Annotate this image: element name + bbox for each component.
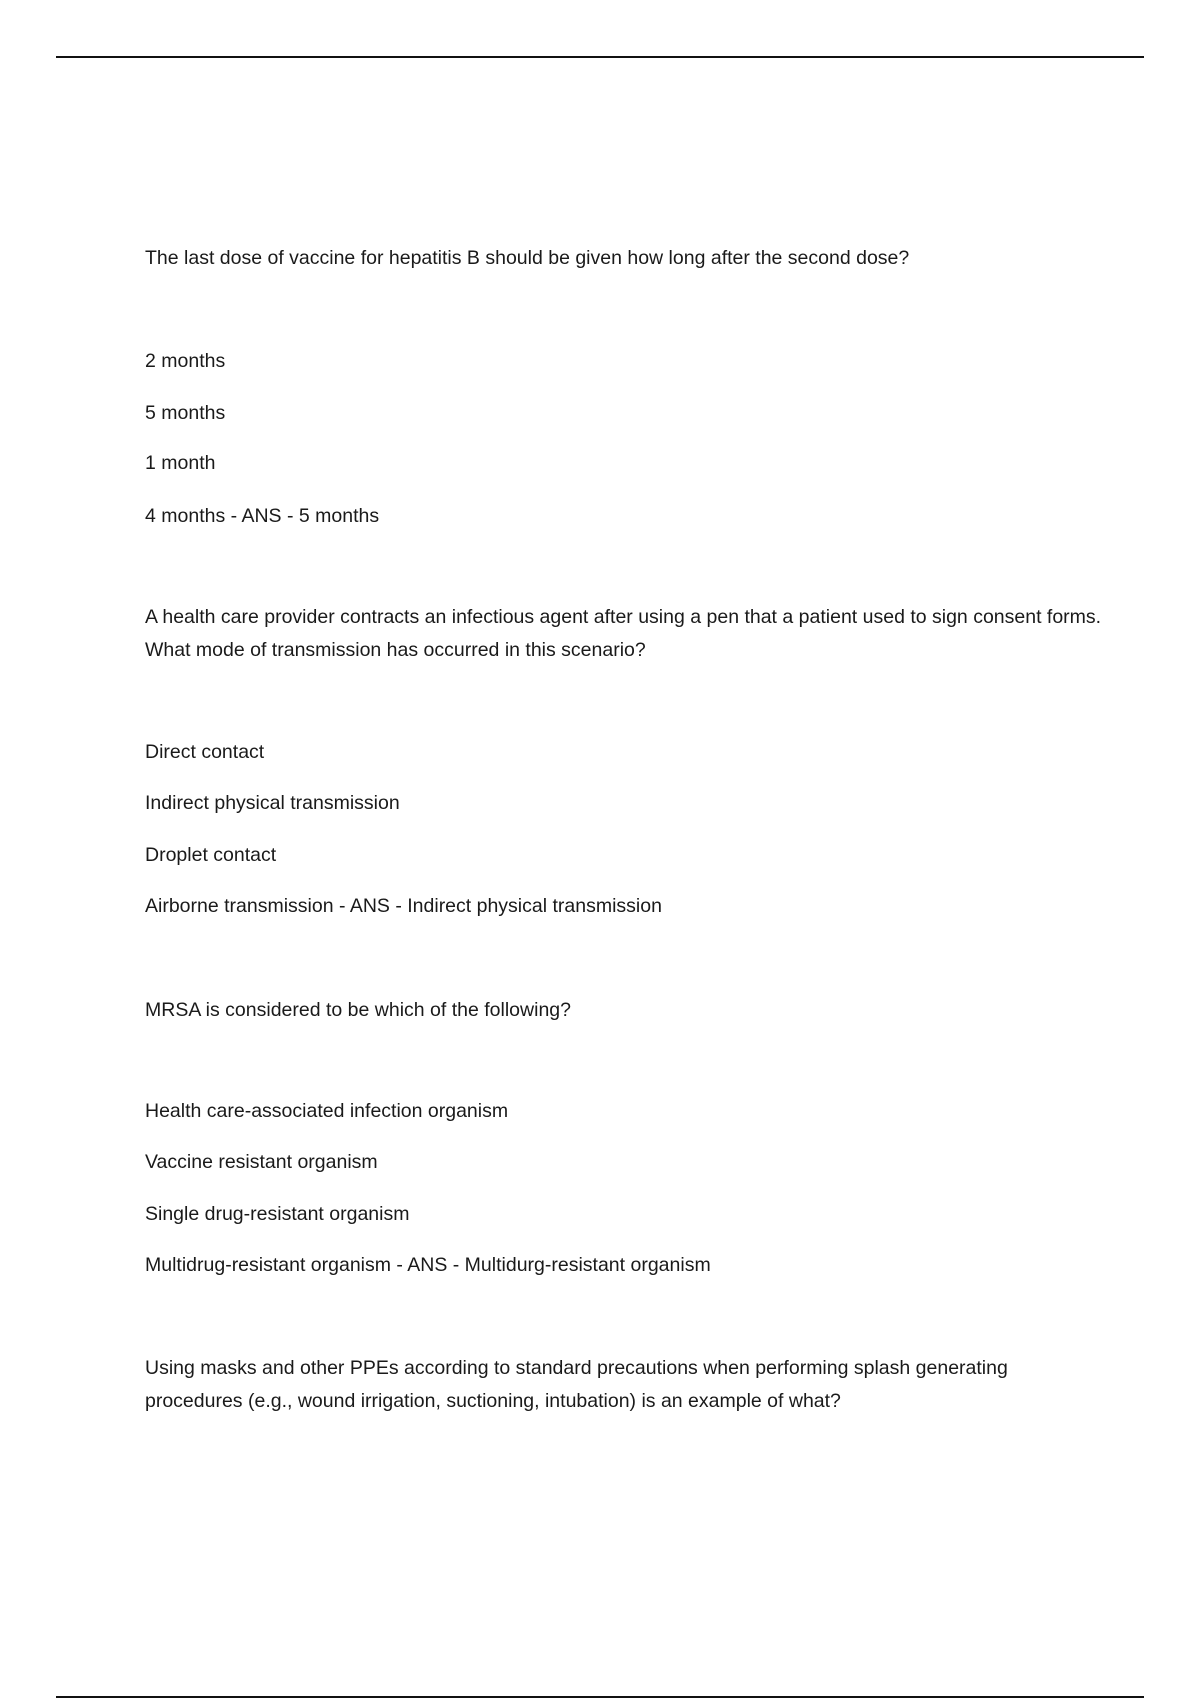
question-2-option-3: Droplet contact xyxy=(145,844,277,866)
header-rule xyxy=(56,56,1144,58)
question-4-text: Using masks and other PPEs according to standard precautions when performing splash generating procedures (e.g., wound irrigation, suctioning, intubation) is an example of what? xyxy=(145,1357,1008,1412)
question-1-text: The last dose of vaccine for hepatitis B should be given how long after the second dose? xyxy=(145,247,910,269)
question-1-option-2: 5 months xyxy=(145,402,226,424)
question-2-option-4-answer: Airborne transmission - ANS - Indirect physical transmission xyxy=(145,895,662,917)
question-2-option-1: Direct contact xyxy=(145,741,265,763)
question-2-text: A health care provider contracts an infectious agent after using a pen that a patient used to sign consent forms. What mode of transmission has occurred in this scenario? xyxy=(145,606,1102,661)
question-2-option-2: Indirect physical transmission xyxy=(145,792,400,814)
question-3-option-3: Single drug-resistant organism xyxy=(145,1203,410,1225)
question-3-option-1: Health care-associated infection organism xyxy=(145,1100,509,1122)
footer-rule xyxy=(56,1696,1144,1698)
question-1-option-1: 2 months xyxy=(145,350,226,372)
question-1-option-4-answer: 4 months - ANS - 5 months xyxy=(145,505,380,527)
question-3-option-4-answer: Multidrug-resistant organism - ANS - Multidurg-resistant organism xyxy=(145,1254,711,1276)
question-3-option-2: Vaccine resistant organism xyxy=(145,1151,378,1173)
question-1-option-3: 1 month xyxy=(145,452,216,474)
question-3-text: MRSA is considered to be which of the following? xyxy=(145,999,571,1021)
